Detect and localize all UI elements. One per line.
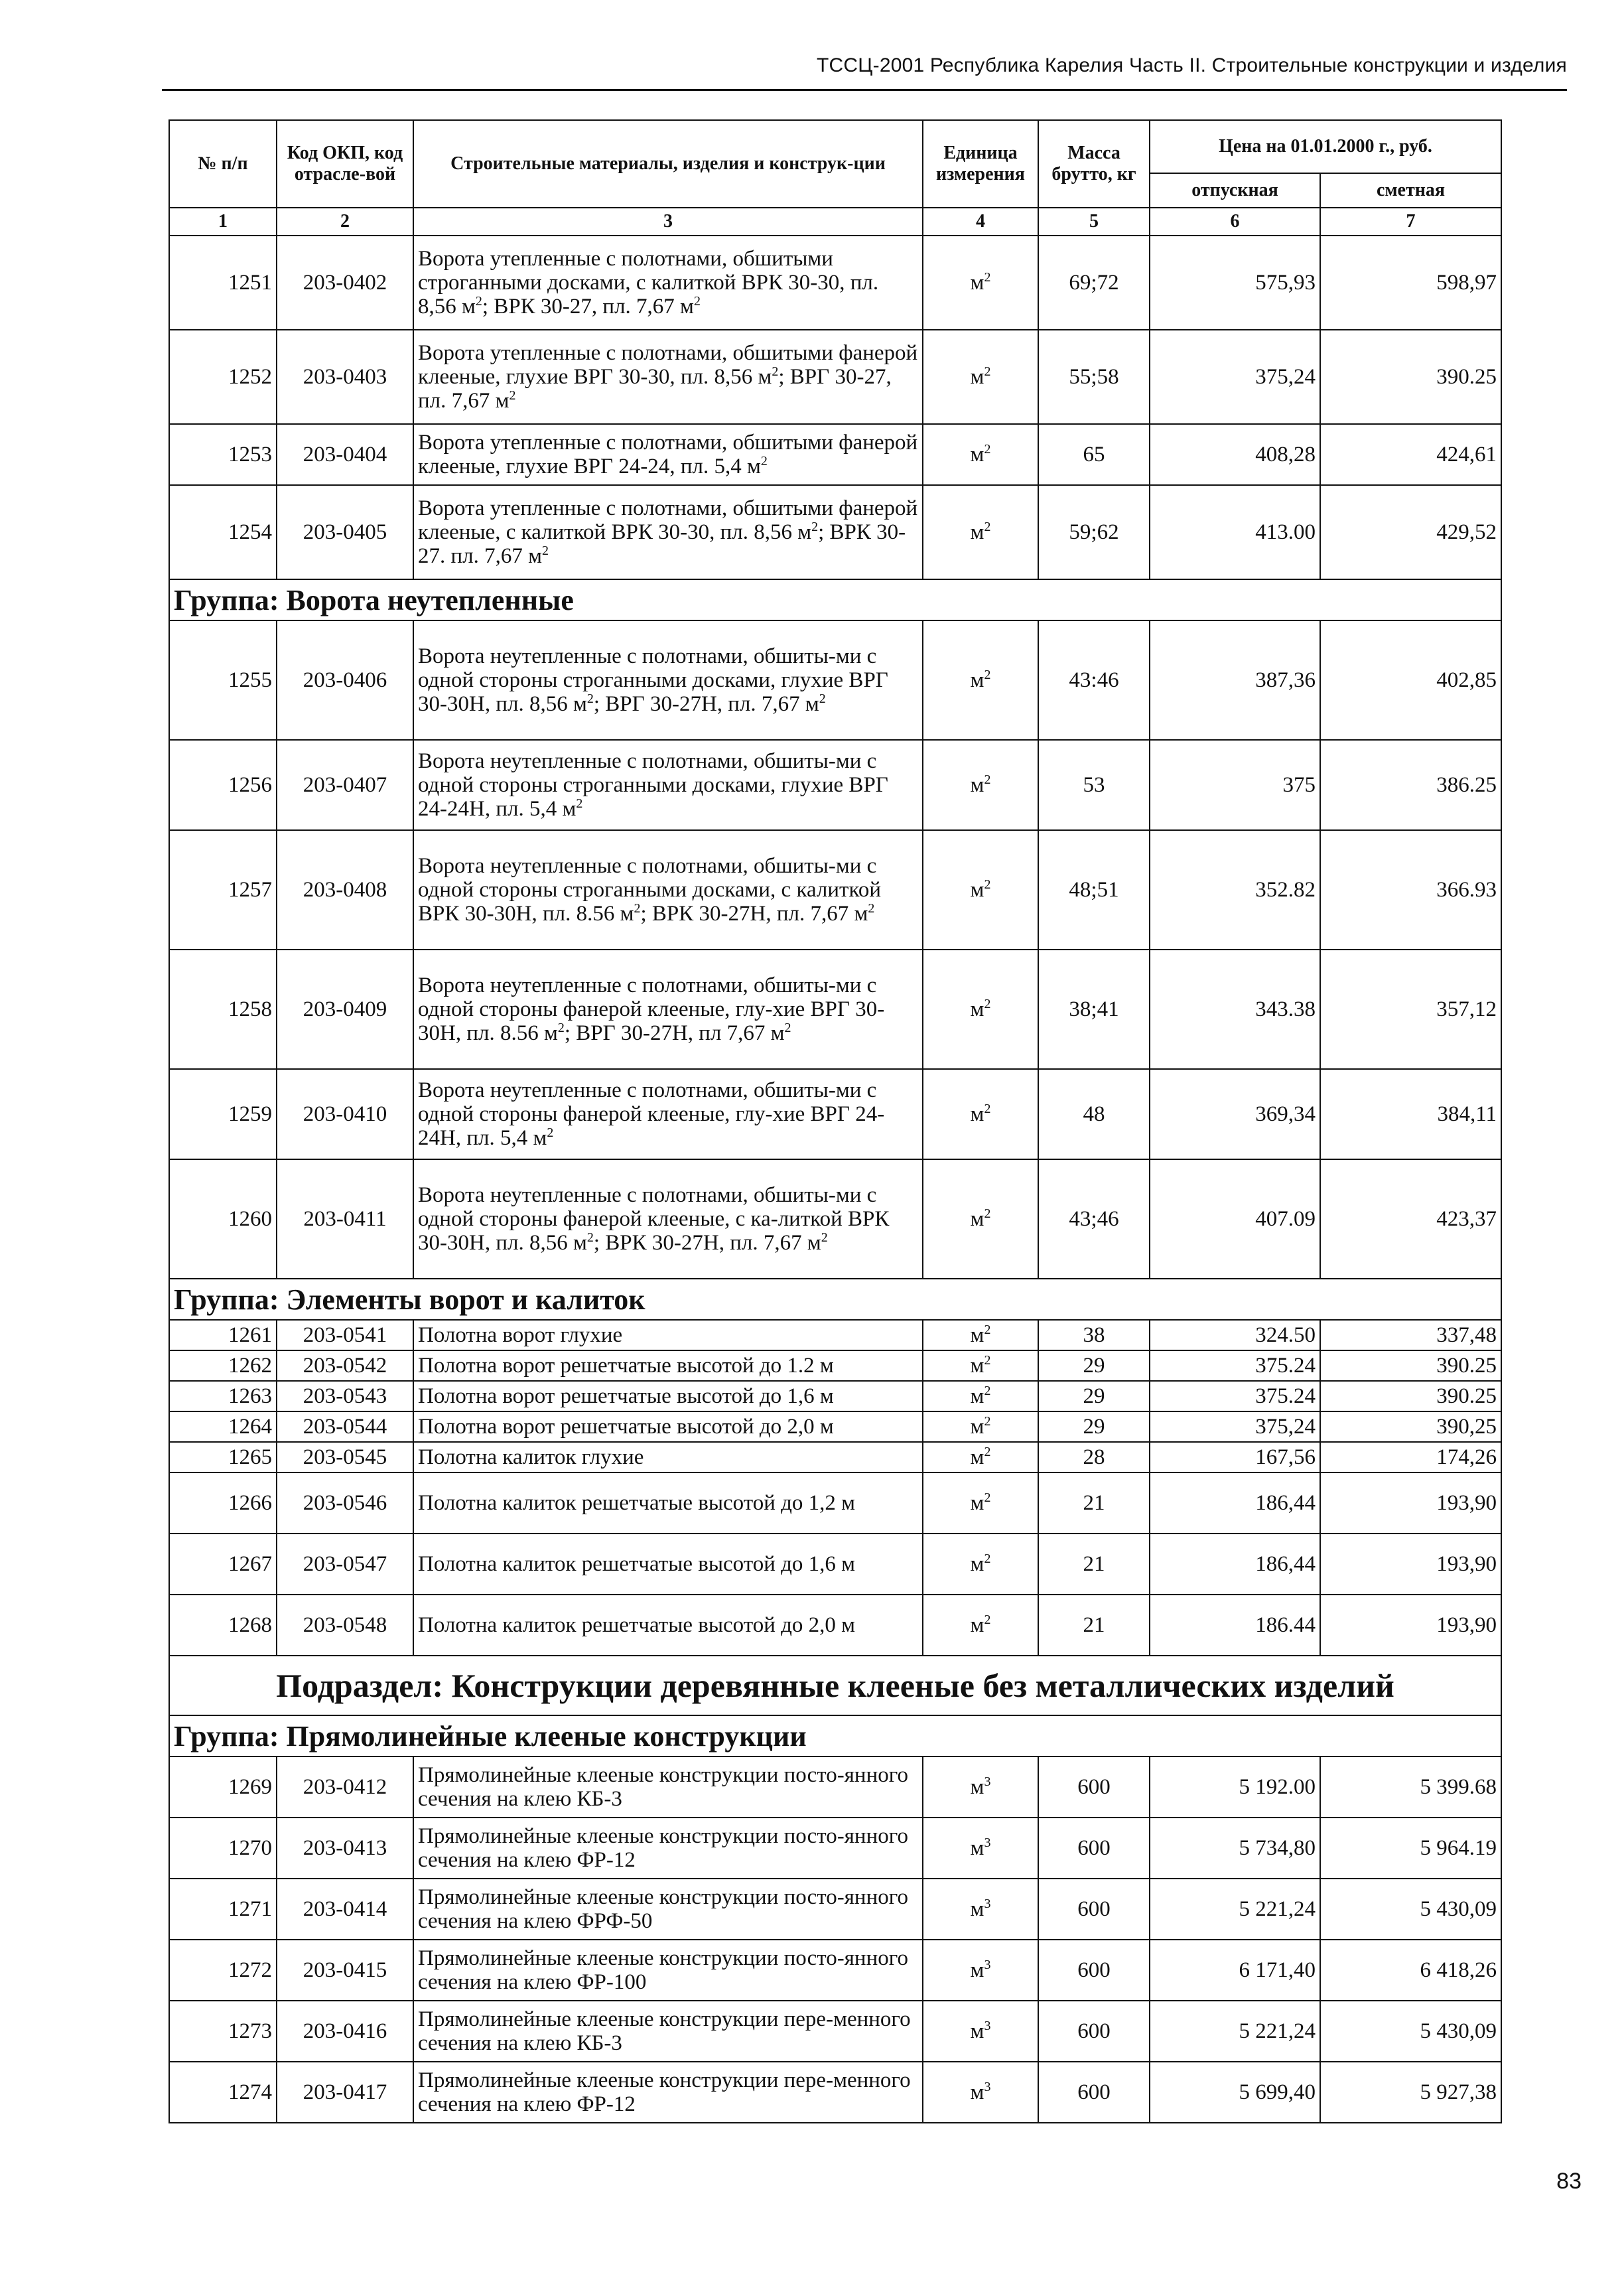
unit: $м^2$ [923,950,1038,1069]
okp-code: 203-0546 [277,1472,413,1534]
price-estimate: 357,12 [1320,950,1501,1069]
unit: $м^2$ [923,1069,1038,1159]
group-heading-title: Группа: Элементы ворот и калиток [169,1279,1501,1320]
unit: $м^2$ [923,1534,1038,1595]
price-release: 324.50 [1150,1320,1320,1350]
okp-code: 203-0410 [277,1069,413,1159]
col-number: 3 [413,208,923,236]
price-release: 375,24 [1150,1411,1320,1442]
item-name: Прямолинейные клееные конструкции пере-менного сечения на клею ФР-12 [413,2062,923,2123]
row-number: 1256 [169,740,277,830]
item-name: Ворота утепленные с полотнами, обшитыми строганными досками, с калиткой ВРК 30-30, пл. 8,56 $м^2$; ВРК 30-27, пл. 7,67 $м^2$ [413,236,923,330]
table-body [169,236,1501,2123]
table-row [169,1159,1501,1279]
mass: 600 [1038,1940,1150,2001]
row-number: 1258 [169,950,277,1069]
row-number: 1252 [169,330,277,424]
page-number: 83 [1556,2169,1582,2194]
row-number: 1274 [169,2062,277,2123]
price-estimate: 5 430,09 [1320,2001,1501,2062]
price-release: 375.24 [1150,1350,1320,1381]
okp-code: 203-0413 [277,1818,413,1879]
price-release: 575,93 [1150,236,1320,330]
row-number: 1255 [169,620,277,740]
price-estimate: 384,11 [1320,1069,1501,1159]
unit: $м^2$ [923,1411,1038,1442]
okp-code: 203-0548 [277,1595,413,1656]
mass: 38;41 [1038,950,1150,1069]
price-release: 408,28 [1150,424,1320,485]
unit: $м^2$ [923,1472,1038,1534]
table-row [169,485,1501,579]
running-title: ТССЦ-2001 Республика Карелия Часть II. Строительные конструкции и изделия [817,54,1567,76]
col-number: 2 [277,208,413,236]
okp-code: 203-0415 [277,1940,413,2001]
table-row [169,236,1501,330]
row-number: 1254 [169,485,277,579]
col-head-code: Код ОКП, код отрасле-вой [277,120,413,208]
price-estimate: 390.25 [1320,1350,1501,1381]
price-release: 387,36 [1150,620,1320,740]
col-number: 4 [923,208,1038,236]
okp-code: 203-0547 [277,1534,413,1595]
unit: $м^2$ [923,330,1038,424]
col-head-no: № п/п [169,120,277,208]
row-number: 1266 [169,1472,277,1534]
okp-code: 203-0541 [277,1320,413,1350]
unit: $м^2$ [923,740,1038,830]
mass: 48 [1038,1069,1150,1159]
table-row [169,1472,1501,1534]
price-release: 5 192.00 [1150,1756,1320,1818]
okp-code: 203-0412 [277,1756,413,1818]
okp-code: 203-0408 [277,830,413,950]
item-name: Полотна ворот решетчатые высотой до 1,6 м [413,1381,923,1411]
price-estimate: 6 418,26 [1320,1940,1501,2001]
group-heading [169,1279,1501,1320]
okp-code: 203-0403 [277,330,413,424]
mass: 38 [1038,1320,1150,1350]
item-name: Ворота неутепленные с полотнами, обшиты-ми с одной стороны строганными досками, глухие ВРГ 30-30Н, пл. 8,56 $м^2$; ВРГ 30-27Н, пл. 7,67 $м^2$ [413,620,923,740]
price-estimate: 390.25 [1320,1381,1501,1411]
row-number: 1271 [169,1879,277,1940]
mass: 600 [1038,1756,1150,1818]
table-row [169,740,1501,830]
item-name: Ворота утепленные с полотнами, обшитыми фанерой клееные, глухие ВРГ 24-24, пл. 5,4 $м^2$ [413,424,923,485]
row-number: 1262 [169,1350,277,1381]
row-number: 1263 [169,1381,277,1411]
table-row [169,1534,1501,1595]
unit: $м^2$ [923,620,1038,740]
table-row [169,1879,1501,1940]
row-number: 1264 [169,1411,277,1442]
okp-code: 203-0414 [277,1879,413,1940]
row-number: 1272 [169,1940,277,2001]
item-name: Ворота утепленные с полотнами, обшитыми фанерой клееные, с калиткой ВРК 30-30, пл. 8,56 $м^2$; ВРК 30-27. пл. 7,67 $м^2$ [413,485,923,579]
subsection-heading [169,1656,1501,1715]
price-estimate: 423,37 [1320,1159,1501,1279]
price-release: 352.82 [1150,830,1320,950]
unit: $м^2$ [923,236,1038,330]
row-number: 1251 [169,236,277,330]
unit: $м^3$ [923,1940,1038,2001]
col-number: 5 [1038,208,1150,236]
item-name: Ворота неутепленные с полотнами, обшиты-ми с одной стороны фанерой клееные, с ка-литкой ВРК 30-30Н, пл. 8,56 $м^2$; ВРК 30-27Н, пл. 7,67 $м^2$ [413,1159,923,1279]
table-row [169,2001,1501,2062]
table-row [169,950,1501,1069]
price-release: 413.00 [1150,485,1320,579]
price-estimate: 390,25 [1320,1411,1501,1442]
price-release: 407.09 [1150,1159,1320,1279]
price-estimate: 390.25 [1320,330,1501,424]
price-release: 5 221,24 [1150,1879,1320,1940]
item-name: Полотна калиток решетчатые высотой до 1,6 м [413,1534,923,1595]
price-estimate: 598,97 [1320,236,1501,330]
table-row [169,830,1501,950]
group-heading [169,579,1501,620]
col-number: 6 [1150,208,1320,236]
table-row [169,1320,1501,1350]
col-head-price-release: отпускная [1150,173,1320,208]
price-release: 186,44 [1150,1472,1320,1534]
mass: 21 [1038,1595,1150,1656]
mass: 53 [1038,740,1150,830]
row-number: 1269 [169,1756,277,1818]
mass: 59;62 [1038,485,1150,579]
price-estimate: 424,61 [1320,424,1501,485]
item-name: Полотна ворот решетчатые высотой до 2,0 м [413,1411,923,1442]
table-row [169,2062,1501,2123]
price-release: 167,56 [1150,1442,1320,1472]
unit: $м^2$ [923,1159,1038,1279]
table-row [169,1818,1501,1879]
item-name: Ворота утепленные с полотнами, обшитыми фанерой клееные, глухие ВРГ 30-30, пл. 8,56 $м^2$; ВРГ 30-27, пл. 7,67 $м^2$ [413,330,923,424]
mass: 21 [1038,1472,1150,1534]
mass: 48;51 [1038,830,1150,950]
price-estimate: 5 927,38 [1320,2062,1501,2123]
price-release: 5 221,24 [1150,2001,1320,2062]
mass: 43:46 [1038,620,1150,740]
row-number: 1261 [169,1320,277,1350]
unit: $м^3$ [923,1879,1038,1940]
col-number: 1 [169,208,277,236]
item-name: Полотна калиток глухие [413,1442,923,1472]
table-row [169,620,1501,740]
unit: $м^3$ [923,1818,1038,1879]
price-estimate: 337,48 [1320,1320,1501,1350]
okp-code: 203-0405 [277,485,413,579]
okp-code: 203-0409 [277,950,413,1069]
row-number: 1270 [169,1818,277,1879]
unit: $м^3$ [923,2001,1038,2062]
price-table [169,119,1502,2123]
price-estimate: 386.25 [1320,740,1501,830]
header-rule [162,89,1567,91]
okp-code: 203-0545 [277,1442,413,1472]
item-name: Полотна калиток решетчатые высотой до 2,0 м [413,1595,923,1656]
mass: 69;72 [1038,236,1150,330]
unit: $м^2$ [923,485,1038,579]
table-row [169,1442,1501,1472]
item-name: Прямолинейные клееные конструкции посто-янного сечения на клею ФРФ-50 [413,1879,923,1940]
price-release: 369,34 [1150,1069,1320,1159]
mass: 600 [1038,1818,1150,1879]
okp-code: 203-0406 [277,620,413,740]
price-estimate: 193,90 [1320,1534,1501,1595]
table-row [169,1381,1501,1411]
price-estimate: 5 964.19 [1320,1818,1501,1879]
subsection-heading-title: Подраздел: Конструкции деревянные клееные без металлических изделий [169,1656,1501,1715]
okp-code: 203-0402 [277,236,413,330]
price-estimate: 366.93 [1320,830,1501,950]
table-row [169,1350,1501,1381]
price-release: 6 171,40 [1150,1940,1320,2001]
table-row [169,1595,1501,1656]
item-name: Прямолинейные клееные конструкции посто-янного сечения на клею КБ-3 [413,1756,923,1818]
okp-code: 203-0544 [277,1411,413,1442]
table-row [169,1940,1501,2001]
col-head-name: Строительные материалы, изделия и конструк-ции [413,120,923,208]
item-name: Полотна ворот глухие [413,1320,923,1350]
mass: 600 [1038,2001,1150,2062]
price-release: 186.44 [1150,1595,1320,1656]
mass: 21 [1038,1534,1150,1595]
item-name: Ворота неутепленные с полотнами, обшиты-ми с одной стороны фанерой клееные, глу-хие ВРГ 30-30Н, пл. 8.56 $м^2$; ВРГ 30-27Н, пл 7,67 $м^2$ [413,950,923,1069]
table-row [169,330,1501,424]
mass: 29 [1038,1411,1150,1442]
okp-code: 203-0407 [277,740,413,830]
col-head-mass: Масса брутто, кг [1038,120,1150,208]
row-number: 1260 [169,1159,277,1279]
group-heading-title: Группа: Ворота неутепленные [169,579,1501,620]
unit: $м^2$ [923,1350,1038,1381]
okp-code: 203-0416 [277,2001,413,2062]
item-name: Ворота неутепленные с полотнами, обшиты-ми с одной стороны строганными досками, глухие ВРГ 24-24Н, пл. 5,4 $м^2$ [413,740,923,830]
price-estimate: 193,90 [1320,1595,1501,1656]
mass: 29 [1038,1350,1150,1381]
unit: $м^2$ [923,1595,1038,1656]
price-estimate: 5 430,09 [1320,1879,1501,1940]
price-release: 343.38 [1150,950,1320,1069]
table-row [169,1069,1501,1159]
price-release: 375.24 [1150,1381,1320,1411]
mass: 600 [1038,2062,1150,2123]
item-name: Прямолинейные клееные конструкции пере-менного сечения на клею КБ-3 [413,2001,923,2062]
unit: $м^2$ [923,424,1038,485]
item-name: Прямолинейные клееные конструкции посто-янного сечения на клею ФР-12 [413,1818,923,1879]
price-release: 5 699,40 [1150,2062,1320,2123]
group-heading-title: Группа: Прямолинейные клееные конструкции [169,1715,1501,1756]
row-number: 1253 [169,424,277,485]
col-head-price-group: Цена на 01.01.2000 г., руб. [1150,120,1501,173]
item-name: Полотна калиток решетчатые высотой до 1,2 м [413,1472,923,1534]
unit: $м^2$ [923,1381,1038,1411]
unit: $м^3$ [923,2062,1038,2123]
group-heading [169,1715,1501,1756]
price-estimate: 193,90 [1320,1472,1501,1534]
row-number: 1257 [169,830,277,950]
row-number: 1267 [169,1534,277,1595]
mass: 600 [1038,1879,1150,1940]
price-estimate: 402,85 [1320,620,1501,740]
row-number: 1265 [169,1442,277,1472]
okp-code: 203-0543 [277,1381,413,1411]
okp-code: 203-0404 [277,424,413,485]
price-release: 375 [1150,740,1320,830]
row-number: 1273 [169,2001,277,2062]
price-release: 375,24 [1150,330,1320,424]
unit: $м^2$ [923,1320,1038,1350]
unit: $м^2$ [923,830,1038,950]
price-estimate: 5 399.68 [1320,1756,1501,1818]
okp-code: 203-0411 [277,1159,413,1279]
table-row [169,1411,1501,1442]
price-release: 186,44 [1150,1534,1320,1595]
okp-code: 203-0542 [277,1350,413,1381]
item-name: Прямолинейные клееные конструкции посто-янного сечения на клею ФР-100 [413,1940,923,2001]
row-number: 1259 [169,1069,277,1159]
price-estimate: 429,52 [1320,485,1501,579]
table-row [169,424,1501,485]
mass: 43;46 [1038,1159,1150,1279]
unit: $м^3$ [923,1756,1038,1818]
unit: $м^2$ [923,1442,1038,1472]
col-head-price-estimate: сметная [1320,173,1501,208]
mass: 29 [1038,1381,1150,1411]
col-head-unit: Единица измерения [923,120,1038,208]
mass: 65 [1038,424,1150,485]
item-name: Ворота неутепленные с полотнами, обшиты-ми с одной стороны фанерой клееные, глу-хие ВРГ 24-24Н, пл. 5,4 $м^2$ [413,1069,923,1159]
mass: 28 [1038,1442,1150,1472]
row-number: 1268 [169,1595,277,1656]
table-row [169,1756,1501,1818]
column-numbers-row [169,208,1501,236]
mass: 55;58 [1038,330,1150,424]
okp-code: 203-0417 [277,2062,413,2123]
col-number: 7 [1320,208,1501,236]
item-name: Ворота неутепленные с полотнами, обшиты-ми с одной стороны строганными досками, с калиткой ВРК 30-30Н, пл. 8.56 $м^2$; ВРК 30-27Н, пл. 7,67 $м^2$ [413,830,923,950]
price-release: 5 734,80 [1150,1818,1320,1879]
price-estimate: 174,26 [1320,1442,1501,1472]
item-name: Полотна ворот решетчатые высотой до 1.2 м [413,1350,923,1381]
